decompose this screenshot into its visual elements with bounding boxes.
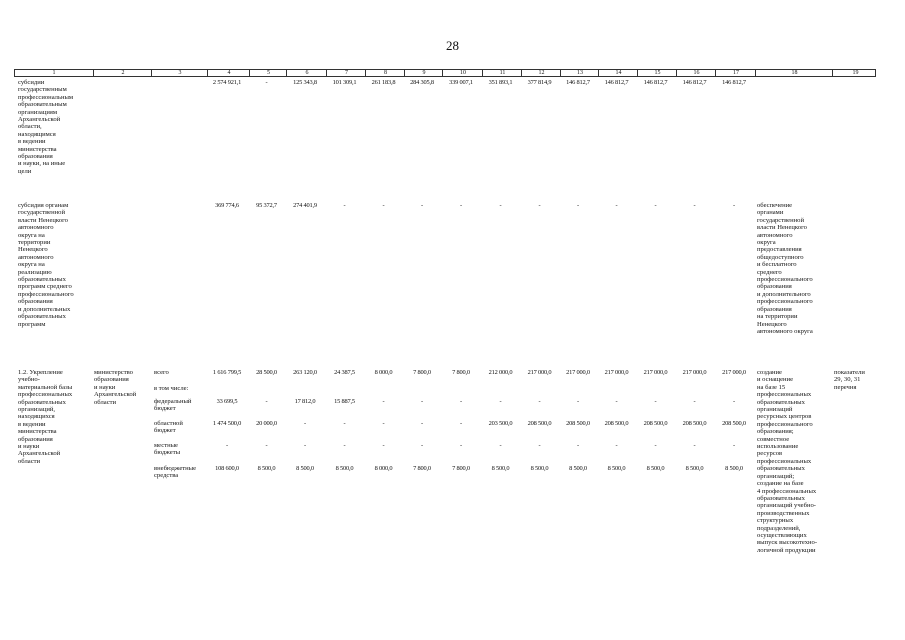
funding-source-6-value-col-4: 108 600,0 [215,465,239,472]
funding-source-4-value-col-8: - [382,420,385,427]
funding-source-1-value-col-6: 263 120,0 [293,369,317,376]
funding-source-6-value-col-12: 8 500,0 [530,465,549,472]
funding-source-1-value-col-17: 217 000,0 [722,369,746,376]
row-nao-subsidy-value-col-7: - [343,202,346,209]
row-nao-subsidy-value-col-4: 369 774,6 [215,202,239,209]
funding-source-3-value-col-15: - [654,398,657,405]
funding-source-3-value-col-5: - [265,398,268,405]
row-nao-subsidy-value-col-16: - [693,202,696,209]
row-subsidies-value-col-10: 339 007,1 [449,79,473,86]
funding-source-4-value-col-6: - [304,420,306,427]
funding-source-4-value-col-11: 203 500,0 [488,420,513,427]
funding-source-6-value-col-15: 8 500,0 [646,465,665,472]
row-nao-subsidy-value-col-8: - [382,202,385,209]
row-subsidies-value-col-14: 146 812,7 [604,79,629,86]
funding-source-5-value-col-5: - [265,442,268,449]
funding-source-3-value-col-16: - [693,398,696,405]
row-subsidies-value-col-13: 146 812,7 [566,79,590,86]
funding-source-1-value-col-9: 7 800,0 [413,369,431,376]
funding-source-3-value-col-7: 15 887,5 [334,398,355,405]
funding-source-5-value-col-10: - [460,442,462,449]
funding-source-6-value-col-8: 8 000,0 [374,465,393,472]
funding-source-1-value-col-16: 217 000,0 [682,369,707,376]
row-subsidies-value-col-17: 146 812,7 [722,79,746,86]
header-col-16: 16 [676,70,716,76]
funding-source-4-value-col-16: 208 500,0 [682,420,707,427]
row-nao-subsidy-result: обеспечение органами государственной власти Ненецкого автономного округа предоставления общедоступного и бесплатного среднего профессионального образования и дополнительного профессионального образования на территории Ненецкого автономного округа [757,202,813,335]
header-col-13: 13 [560,70,599,76]
funding-source-label-1: всего [154,369,169,376]
row-nao-subsidy-value-col-11: - [499,202,502,209]
funding-source-5-value-col-17: - [733,442,735,449]
header-col-1: 1 [52,70,56,76]
funding-source-4-value-col-7: - [343,420,346,427]
row-material-base-indicators: показатели 29, 30, 31 перечня [834,369,865,391]
header-col-11: 11 [482,70,522,76]
funding-source-6-value-col-7: 8 500,0 [335,465,354,472]
header-col-5: 5 [249,70,287,76]
header-col-6: 6 [286,70,327,76]
funding-source-label-2: в том числе: [154,385,189,392]
funding-source-3-value-col-10: - [460,398,462,405]
row-material-base-name: 1.2. Укрепление учебно- материальной базы профессиональных образовательных организаций, находящихся в ведении министерства образования и науки Архангельской области [18,369,73,465]
funding-source-3-value-col-6: 17 812,0 [294,398,316,405]
row-nao-subsidy-value-col-15: - [654,202,657,209]
row-nao-subsidy-value-col-9: - [421,202,423,209]
row-subsidies-value-col-9: 284 305,8 [410,79,434,86]
funding-source-5-value-col-7: - [343,442,346,449]
row-subsidies-value-col-12: 377 814,9 [527,79,552,86]
funding-source-5-value-col-15: - [654,442,657,449]
funding-source-3-value-col-13: - [577,398,579,405]
row-nao-subsidy-value-col-14: - [615,202,618,209]
row-subsidies-value-col-7: 101 309,1 [332,79,357,86]
header-col-15: 15 [637,70,677,76]
funding-source-1-value-col-11: 212 000,0 [488,369,513,376]
funding-source-1-value-col-10: 7 800,0 [452,369,470,376]
funding-source-3-value-col-9: - [421,398,423,405]
header-col-17: 17 [715,70,756,76]
row-subsidies-name: субсидии государственным профессиональным образовательным организациям Архангельской области, находящимся в ведении министерства образования и науки, на иные цели [18,79,74,175]
header-col-8: 8 [365,70,405,76]
funding-source-1-value-col-4: 1 616 799,5 [212,369,242,376]
funding-source-5-value-col-6: - [304,442,306,449]
funding-source-4-value-col-9: - [421,420,423,427]
funding-source-5-value-col-9: - [421,442,423,449]
row-subsidies-value-col-15: 146 812,7 [643,79,668,86]
row-nao-subsidy-value-col-12: - [538,202,541,209]
funding-source-6-value-col-11: 8 500,0 [491,465,510,472]
header-col-14: 14 [598,70,638,76]
page-number: 28 [446,38,459,53]
header-col-10: 10 [442,70,483,76]
header-col-9: 9 [404,70,443,76]
header-col-4: 4 [207,70,250,76]
funding-source-6-value-col-10: 7 800,0 [452,465,470,472]
funding-source-1-value-col-5: 28 500,0 [256,369,277,376]
row-subsidies-value-col-6: 125 343,8 [293,79,317,86]
funding-source-label-5: местные бюджеты [154,442,181,457]
funding-source-4-value-col-10: - [460,420,462,427]
funding-source-3-value-col-4: 33 699,5 [216,398,238,405]
funding-source-6-value-col-17: 8 500,0 [725,465,743,472]
funding-source-4-value-col-17: 208 500,0 [722,420,746,427]
row-material-base-result: создание и оснащение на базе 15 профессиональных образовательных организаций ресурсных центров профессионального образования; совместное использование ресурсов профессиональных образовательных организаций; создание на базе 4 профессиональных образовательных организаций учебно- производственных структурных подразделений, осуществляющих выпуск высокотехно- логичной продукции [757,369,818,554]
header-col-12: 12 [521,70,561,76]
funding-source-1-value-col-14: 217 000,0 [604,369,629,376]
funding-source-6-value-col-14: 8 500,0 [607,465,626,472]
row-nao-subsidy-name: субсидия органам государственной власти Ненецкого автономного округа на территории Ненецкого автономного округа на реализацию образовательных программ среднего профессионального образования и дополнительных образовательных программ [18,202,74,328]
header-col-18: 18 [755,70,833,76]
funding-source-6-value-col-6: 8 500,0 [296,465,314,472]
row-subsidies-value-col-8: 261 183,8 [371,79,396,86]
funding-source-5-value-col-4: - [226,442,228,449]
row-nao-subsidy-value-col-6: 274 401,9 [293,202,317,209]
funding-source-3-value-col-14: - [615,398,618,405]
row-subsidies-value-col-4: 2 574 921,1 [212,79,242,86]
funding-source-1-value-col-8: 8 000,0 [374,369,393,376]
funding-source-1-value-col-13: 217 000,0 [566,369,590,376]
funding-source-label-3: федеральный бюджет [154,398,192,413]
funding-source-5-value-col-12: - [538,442,541,449]
funding-source-5-value-col-11: - [499,442,502,449]
header-col-19: 19 [832,70,878,76]
header-col-3: 3 [151,70,208,76]
funding-source-4-value-col-15: 208 500,0 [643,420,668,427]
funding-source-3-value-col-11: - [499,398,502,405]
column-number-header [14,69,876,77]
funding-source-5-value-col-16: - [693,442,696,449]
funding-source-3-value-col-12: - [538,398,541,405]
funding-source-4-value-col-12: 208 500,0 [527,420,552,427]
funding-source-5-value-col-14: - [615,442,618,449]
funding-source-4-value-col-14: 208 500,0 [604,420,629,427]
row-nao-subsidy-value-col-17: - [733,202,735,209]
funding-source-6-value-col-13: 8 500,0 [569,465,587,472]
row-nao-subsidy-value-col-5: 95 372,7 [256,202,277,209]
row-subsidies-value-col-5: - [265,79,268,86]
row-subsidies-value-col-16: 146 812,7 [682,79,707,86]
funding-source-6-value-col-9: 7 800,0 [413,465,431,472]
funding-source-3-value-col-8: - [382,398,385,405]
row-nao-subsidy-value-col-10: - [460,202,462,209]
header-col-7: 7 [326,70,366,76]
funding-source-1-value-col-7: 24 387,5 [334,369,355,376]
funding-source-4-value-col-5: 20 000,0 [256,420,277,427]
funding-source-5-value-col-13: - [577,442,579,449]
row-subsidies-value-col-11: 351 893,1 [488,79,513,86]
funding-source-3-value-col-17: - [733,398,735,405]
funding-source-1-value-col-12: 217 000,0 [527,369,552,376]
funding-source-4-value-col-4: 1 474 500,0 [212,420,242,427]
funding-source-label-6: внебюджетные средства [154,465,197,480]
funding-source-6-value-col-5: 8 500,0 [257,465,276,472]
funding-source-6-value-col-16: 8 500,0 [685,465,704,472]
row-nao-subsidy-value-col-13: - [577,202,579,209]
funding-source-4-value-col-13: 208 500,0 [566,420,590,427]
funding-source-1-value-col-15: 217 000,0 [643,369,668,376]
row-material-base-executor: министерство образования и науки Архангельской области [94,369,137,406]
funding-source-5-value-col-8: - [382,442,385,449]
header-col-2: 2 [93,70,152,76]
funding-source-label-4: областной бюджет [154,420,183,435]
